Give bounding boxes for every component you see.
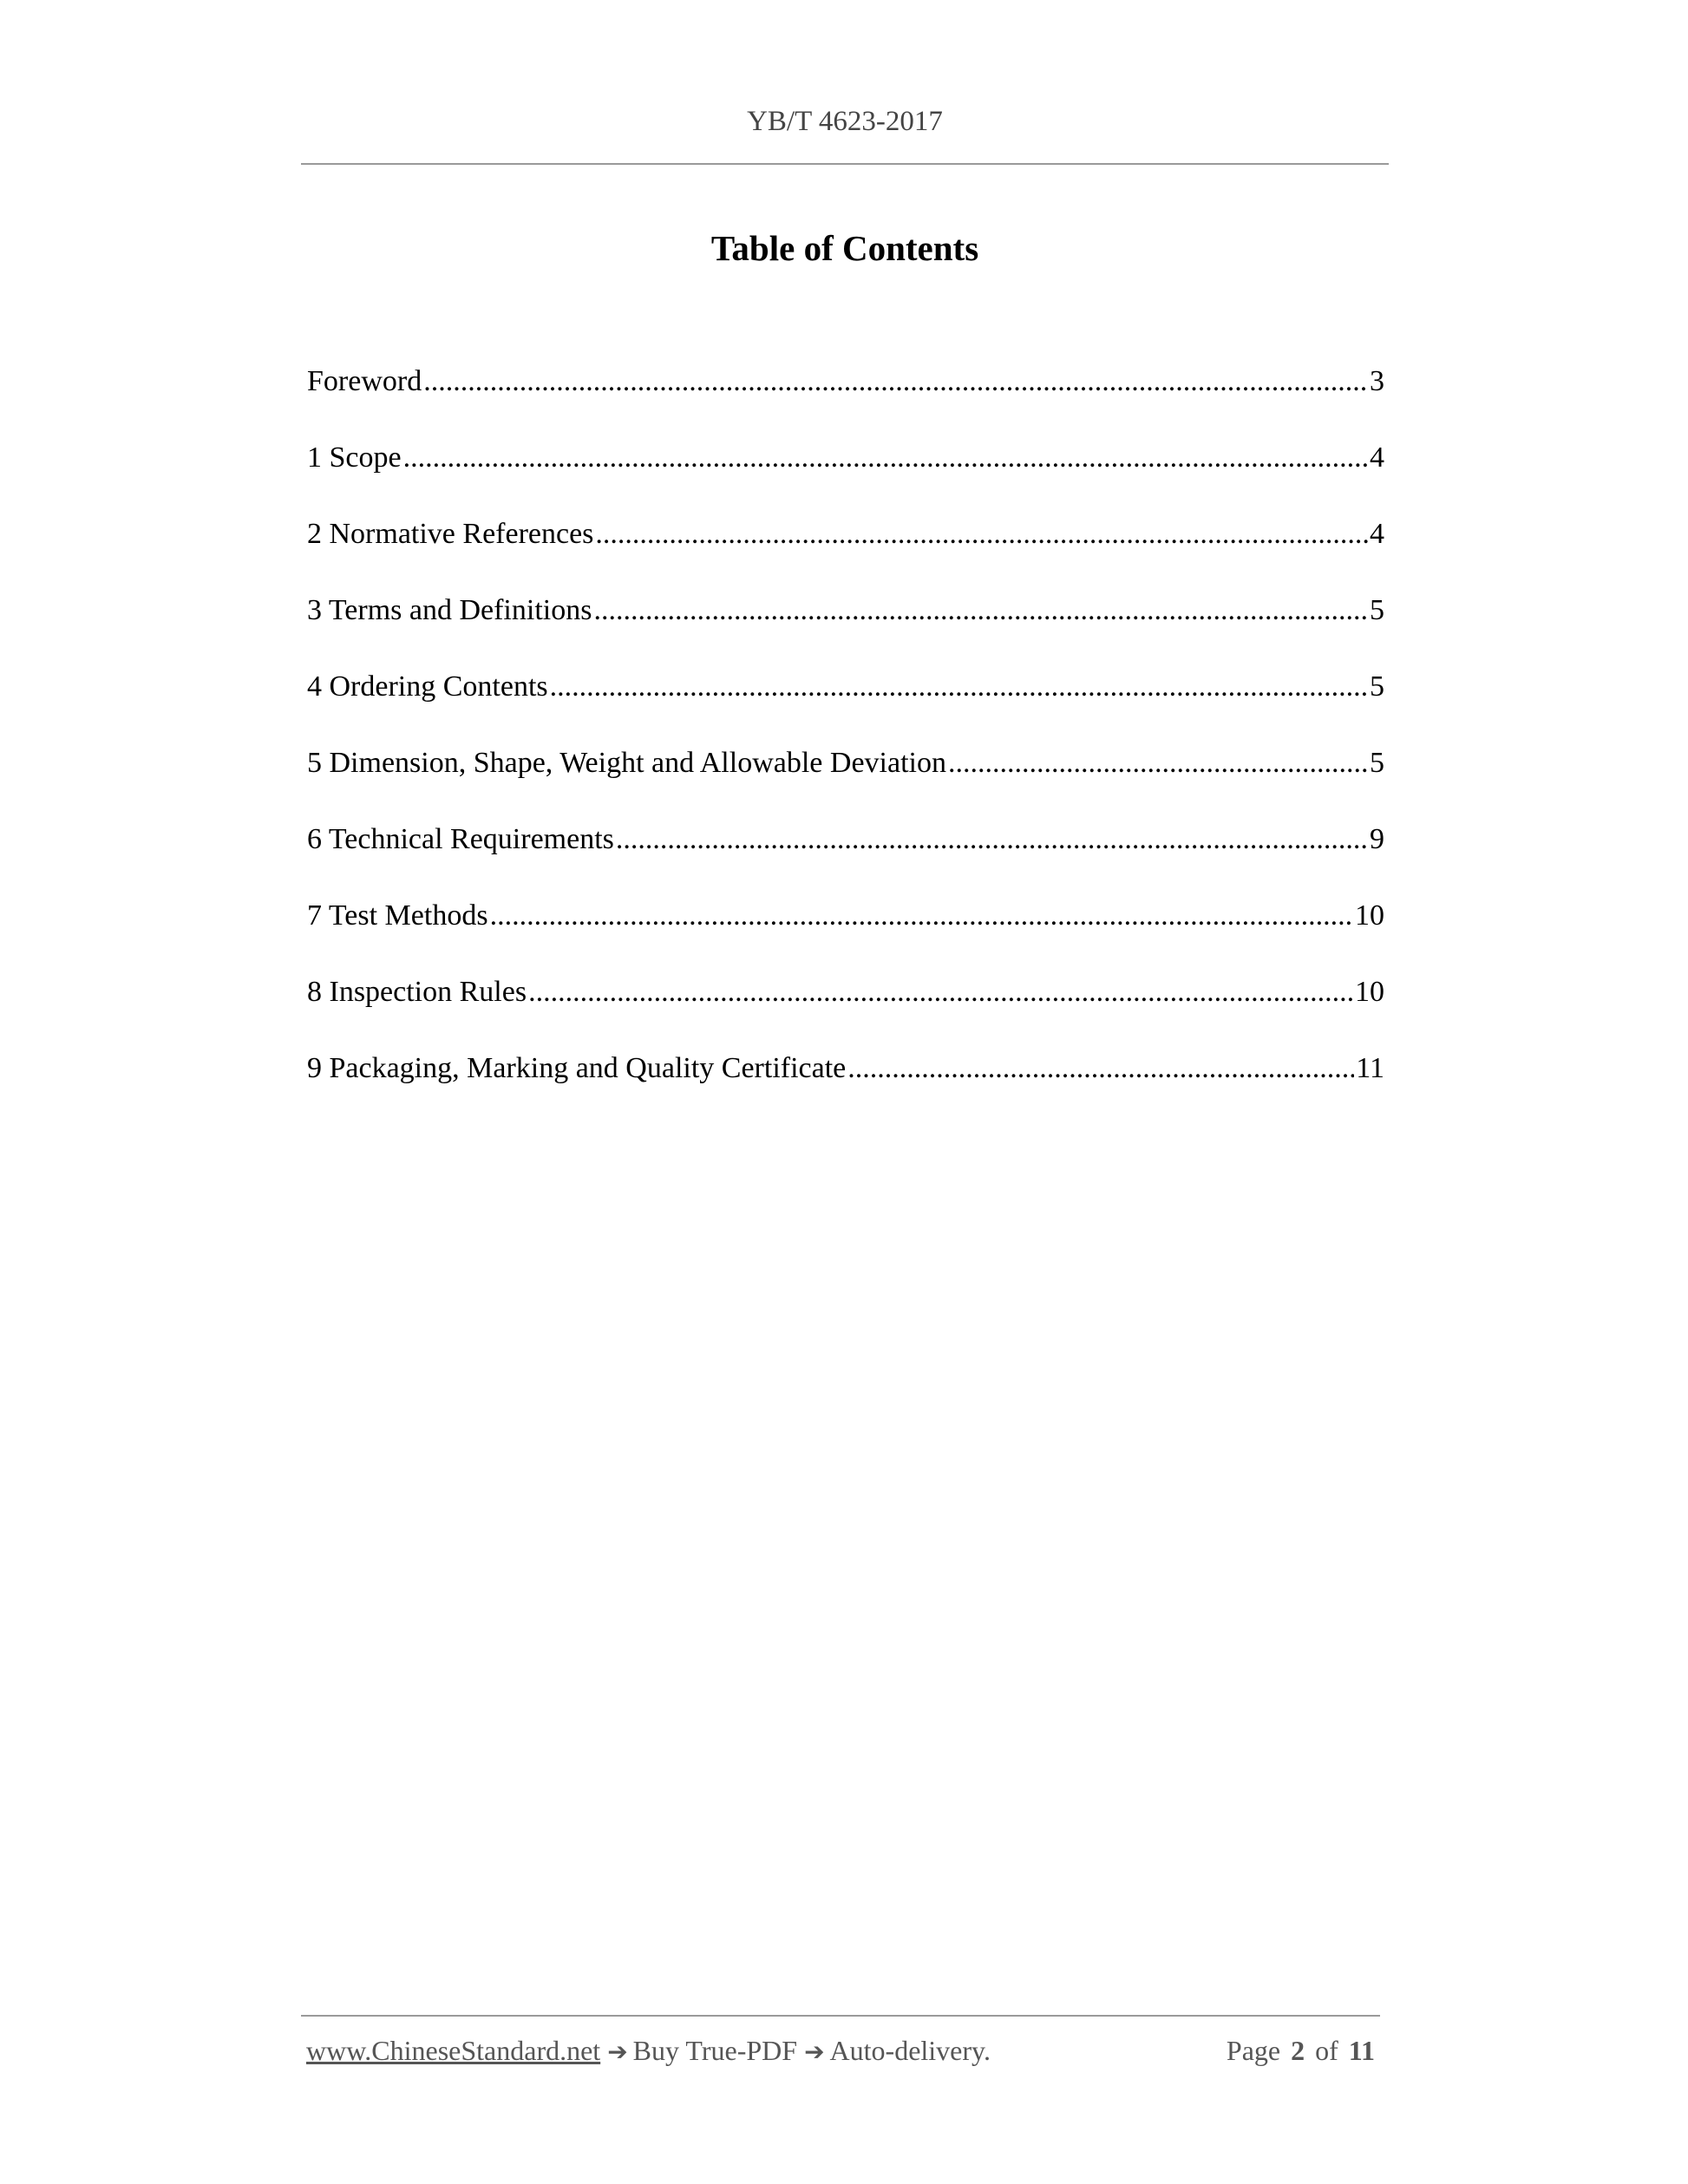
toc-entry-label: 8 Inspection Rules [307,976,527,1008]
toc-entry-label: Foreword [307,365,422,397]
page-word: Page [1226,2035,1281,2066]
dot-leader [550,661,1368,713]
toc-title: Table of Contents [710,228,979,268]
header-divider [301,163,1389,165]
toc-entry-label: 6 Technical Requirements [307,823,614,855]
right-arrow-icon: ➔ [804,2037,825,2066]
toc-entry-label: 7 Test Methods [307,899,488,932]
toc-entry-packaging-marking[interactable] [307,1043,1384,1119]
toc-list [307,356,1384,1119]
dot-leader [595,508,1368,560]
toc-entry-page: 10 [1355,899,1384,932]
toc-entry-page: 3 [1370,365,1384,397]
total-pages: 11 [1348,2035,1375,2066]
toc-entry-page: 4 [1370,441,1384,474]
document-code-header: YB/T 4623-2017 [747,106,943,137]
dot-leader [593,585,1368,637]
dot-leader [948,737,1368,789]
toc-entry-label: 1 Scope [307,441,402,474]
dot-leader [847,1043,1354,1095]
footer-step-buy: Buy True-PDF [632,2035,798,2066]
toc-entry-dimension-shape-weight[interactable] [307,737,1384,814]
toc-entry-inspection-rules[interactable] [307,966,1384,1043]
toc-entry-label: 9 Packaging, Marking and Quality Certificate [307,1052,847,1084]
toc-entry-test-methods[interactable] [307,890,1384,966]
dot-leader [490,890,1353,942]
toc-entry-label: 4 Ordering Contents [307,670,548,703]
website-link[interactable]: www.ChineseStandard.net [306,2035,601,2066]
toc-entry-scope[interactable] [307,432,1384,508]
toc-entry-foreword[interactable] [307,356,1384,432]
dot-leader [528,966,1353,1018]
of-word: of [1315,2035,1338,2066]
toc-entry-page: 5 [1370,670,1384,703]
toc-entry-page: 9 [1370,823,1384,855]
toc-entry-page: 4 [1370,518,1384,550]
footer-promo [306,2035,991,2067]
footer-step-delivery: Auto-delivery. [829,2035,991,2066]
right-arrow-icon: ➔ [607,2037,628,2066]
toc-entry-label: 2 Normative References [307,518,594,550]
toc-entry-page: 10 [1355,976,1384,1008]
toc-entry-ordering-contents[interactable] [307,661,1384,737]
page-number [1227,2035,1375,2067]
page-footer [306,2035,1375,2067]
toc-entry-page: 5 [1370,747,1384,779]
toc-entry-terms-and-definitions[interactable] [307,585,1384,661]
toc-entry-page: 11 [1356,1052,1384,1084]
current-page: 2 [1291,2035,1305,2066]
dot-leader [423,356,1368,408]
dot-leader [403,432,1368,484]
toc-entry-normative-references[interactable] [307,508,1384,585]
toc-entry-label: 3 Terms and Definitions [307,594,592,626]
toc-entry-page: 5 [1370,594,1384,626]
dot-leader [616,814,1368,866]
toc-entry-technical-requirements[interactable] [307,814,1384,890]
footer-divider [301,2015,1380,2017]
toc-entry-label: 5 Dimension, Shape, Weight and Allowable Deviation [307,747,946,779]
